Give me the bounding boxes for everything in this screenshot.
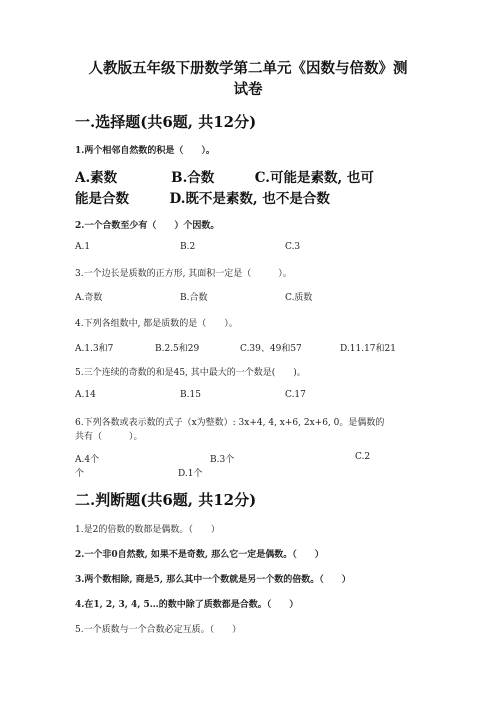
option-c: C.39、49和57 (240, 344, 302, 354)
option-c: C.质数 (285, 293, 313, 303)
title-line-1: 人教版五年级下册数学第二单元《因数与倍数》测 (88, 60, 408, 77)
question-1-6-line-1: 6.下列各数或表示数的式子（x为整数）: 3x+4, 4, x+6, 2x+6, 0。是偶数的 (75, 418, 385, 428)
question-1-1: 1.两个相邻自然数的积是（ ）。 (75, 146, 215, 156)
question-1-1-options-line-2: 能是合数 D.既不是素数, 也不是合数 (75, 191, 330, 207)
option-b: B.合数 (180, 293, 208, 303)
question-2-4: 4.在1, 2, 3, 4, 5…的数中除了质数都是合数。（ ） (75, 600, 299, 610)
question-1-2: 2.一个合数至少有（ ）个因数。 (75, 221, 220, 231)
section-2-heading: 二.判断题(共6题, 共12分) (75, 491, 257, 509)
question-1-6-line-2: 共有（ ）。 (75, 432, 143, 442)
option-c: C.17 (285, 390, 306, 400)
question-2-1: 1.是2的倍数的数都是偶数。（ ） (75, 525, 220, 535)
question-2-2: 2.一个非0自然数, 如果不是奇数, 那么它一定是偶数。（ ） (75, 550, 324, 560)
option-b: B.3个 (210, 455, 235, 465)
option-a: A.奇数 (75, 293, 103, 303)
question-1-1-options-line-1: A.素数 B.合数 C.可能是素数, 也可 (75, 170, 374, 186)
option-a: A.4个 (75, 455, 100, 465)
option-c: C.3 (285, 242, 301, 252)
option-a: A.14 (75, 390, 96, 400)
question-2-5: 5.一个质数与一个合数必定互质。（ ） (75, 625, 242, 635)
option-b: B.2.5和29 (155, 344, 200, 354)
question-1-3: 3.一个边长是质数的正方形, 其面积一定是（ ）。 (75, 269, 292, 279)
option-d: D.1个 (178, 469, 203, 479)
question-1-5: 5.三个连续的奇数的和是45, 其中最大的一个数是( )。 (75, 368, 306, 378)
question-2-3: 3.两个数相除, 商是5, 那么其中一个数就是另一个数的倍数。（ ） (75, 575, 351, 585)
option-a: A.1.3和7 (75, 344, 114, 354)
option-b: B.2 (180, 242, 196, 252)
title-line-2: 试卷 (233, 81, 263, 98)
option-c-continued: 个 (75, 469, 85, 479)
section-1-heading: 一.选择题(共6题, 共12分) (75, 113, 257, 131)
option-c: C.2 (355, 452, 371, 462)
option-a: A.1 (75, 242, 91, 252)
option-b: B.15 (180, 390, 201, 400)
option-d: D.11.17和21 (340, 344, 396, 354)
page-title (60, 58, 436, 100)
question-1-4: 4.下列各组数中, 都是质数的是（ ）。 (75, 319, 238, 329)
